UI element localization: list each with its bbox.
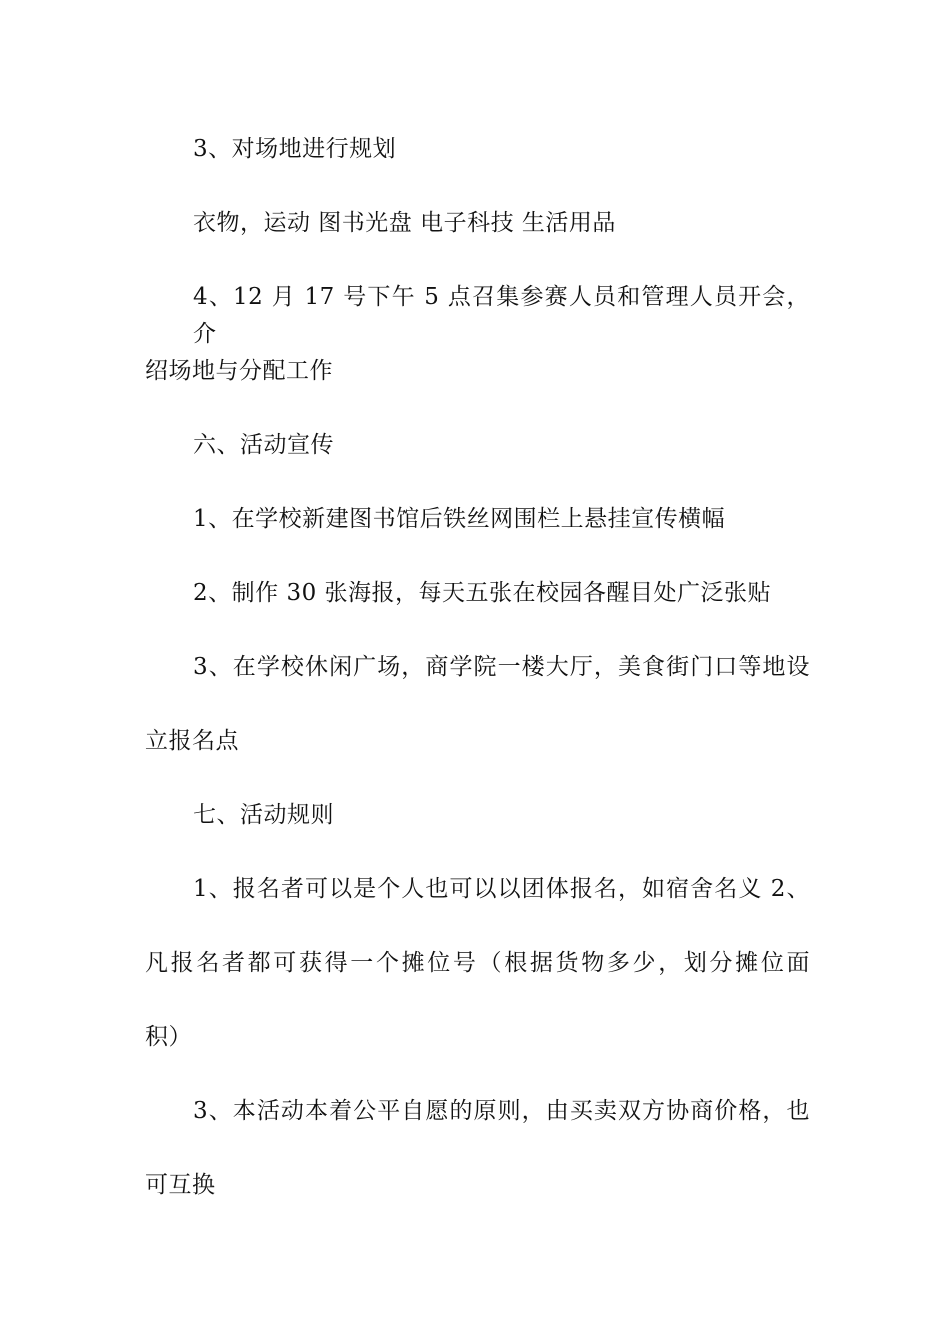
paragraph-line: 1、在学校新建图书馆后铁丝网围栏上悬挂宣传横幅 (193, 506, 726, 532)
paragraph-line: 绍场地与分配工作 (145, 358, 333, 384)
document-body (145, 131, 810, 1204)
paragraph-line: 凡报名者都可获得一个摊位号（根据货物多少，划分摊位面 (145, 950, 810, 976)
paragraph-line: 可互换 (145, 1172, 216, 1198)
section-heading: 七、活动规则 (193, 802, 334, 828)
paragraph-line: 4、12 月 17 号下午 5 点召集参赛人员和管理人员开会，介 (193, 284, 810, 347)
paragraph-line: 3、在学校休闲广场，商学院一楼大厅，美食街门口等地设 (193, 654, 810, 680)
section-heading: 六、活动宣传 (193, 432, 334, 458)
paragraph-line: 立报名点 (145, 728, 239, 754)
paragraph-line: 1、报名者可以是个人也可以以团体报名，如宿舍名义 2、 (193, 876, 810, 902)
paragraph-line: 积） (145, 1024, 192, 1050)
paragraph-line: 2、制作 30 张海报，每天五张在校园各醒目处广泛张贴 (193, 580, 772, 606)
paragraph-line: 衣物，运动 图书光盘 电子科技 生活用品 (193, 210, 616, 236)
paragraph-line: 3、对场地进行规划 (193, 136, 397, 162)
paragraph-line: 3、本活动本着公平自愿的原则，由买卖双方协商价格，也 (193, 1098, 810, 1124)
